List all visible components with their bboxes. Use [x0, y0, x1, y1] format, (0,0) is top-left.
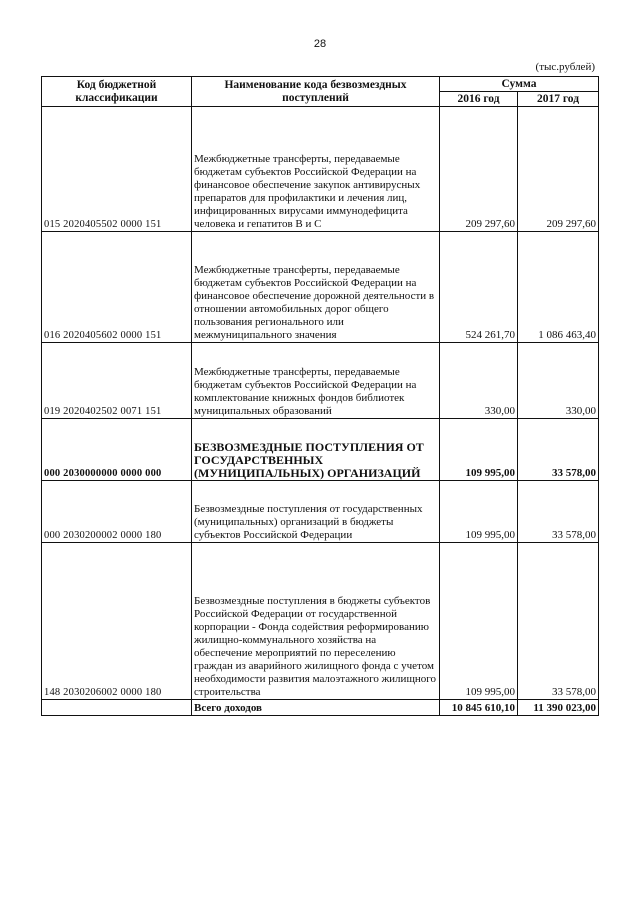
header-sum: Сумма [440, 77, 599, 92]
total-amount-2016: 10 845 610,10 [440, 700, 518, 716]
units-label: (тыс.рублей) [535, 61, 595, 73]
revenue-table [41, 76, 599, 716]
row-amount-2017: 33 578,00 [518, 543, 599, 700]
row-code: 016 2020405602 0000 151 [42, 232, 192, 343]
row-code: 148 2030206002 0000 180 [42, 543, 192, 700]
row-code: 000 2030000000 0000 000 [42, 419, 192, 481]
row-amount-2017: 209 297,60 [518, 107, 599, 232]
row-amount-2016: 524 261,70 [440, 232, 518, 343]
header-year-2016: 2016 год [440, 92, 518, 107]
row-name: Межбюджетные трансферты, передаваемые бюджетам субъектов Российской Федерации на комплектование книжных фондов библиотек муниципальных образований [192, 343, 440, 419]
row-amount-2016: 330,00 [440, 343, 518, 419]
header-name: Наименование кода безвозмездных поступлений [192, 77, 440, 107]
table-row [42, 419, 599, 481]
page-number: 28 [313, 38, 327, 50]
header-year-2017: 2017 год [518, 92, 599, 107]
table-row [42, 107, 599, 232]
row-code: 019 2020402502 0071 151 [42, 343, 192, 419]
row-code: 015 2020405502 0000 151 [42, 107, 192, 232]
row-name: Межбюджетные трансферты, передаваемые бюджетам субъектов Российской Федерации на финансовое обеспечение закупок антивирусных препаратов для профилактики и лечения лиц, инфицированных вирусами иммунодефицита человека и гепатитов В и С [192, 107, 440, 232]
header-code: Код бюджетной классификации [42, 77, 192, 107]
row-amount-2016: 109 995,00 [440, 481, 518, 543]
table-row [42, 543, 599, 700]
row-code: 000 2030200002 0000 180 [42, 481, 192, 543]
row-name: Безвозмездные поступления от государственных (муниципальных) организаций в бюджеты субъектов Российской Федерации [192, 481, 440, 543]
row-amount-2017: 33 578,00 [518, 481, 599, 543]
total-amount-2017: 11 390 023,00 [518, 700, 599, 716]
row-amount-2016: 209 297,60 [440, 107, 518, 232]
total-code-cell [42, 700, 192, 716]
table-row [42, 343, 599, 419]
row-name: БЕЗВОЗМЕЗДНЫЕ ПОСТУПЛЕНИЯ ОТ ГОСУДАРСТВЕННЫХ (МУНИЦИПАЛЬНЫХ) ОРГАНИЗАЦИЙ [192, 419, 440, 481]
row-amount-2016: 109 995,00 [440, 543, 518, 700]
row-amount-2017: 33 578,00 [518, 419, 599, 481]
total-row [42, 700, 599, 716]
total-label: Всего доходов [192, 700, 440, 716]
table-row [42, 232, 599, 343]
row-name: Межбюджетные трансферты, передаваемые бюджетам субъектов Российской Федерации на финансовое обеспечение дорожной деятельности в отношении автомобильных дорог общего пользования регионального или межмуниципального значения [192, 232, 440, 343]
table-row [42, 481, 599, 543]
row-amount-2017: 1 086 463,40 [518, 232, 599, 343]
row-amount-2016: 109 995,00 [440, 419, 518, 481]
row-amount-2017: 330,00 [518, 343, 599, 419]
row-name: Безвозмездные поступления в бюджеты субъектов Российской Федерации от государственной корпорации - Фонда содействия реформированию жилищно-коммунального хозяйства на обеспечение мероприятий по переселению граждан из аварийного жилищного фонда с учетом необходимости развития малоэтажного жилищного строительства [192, 543, 440, 700]
